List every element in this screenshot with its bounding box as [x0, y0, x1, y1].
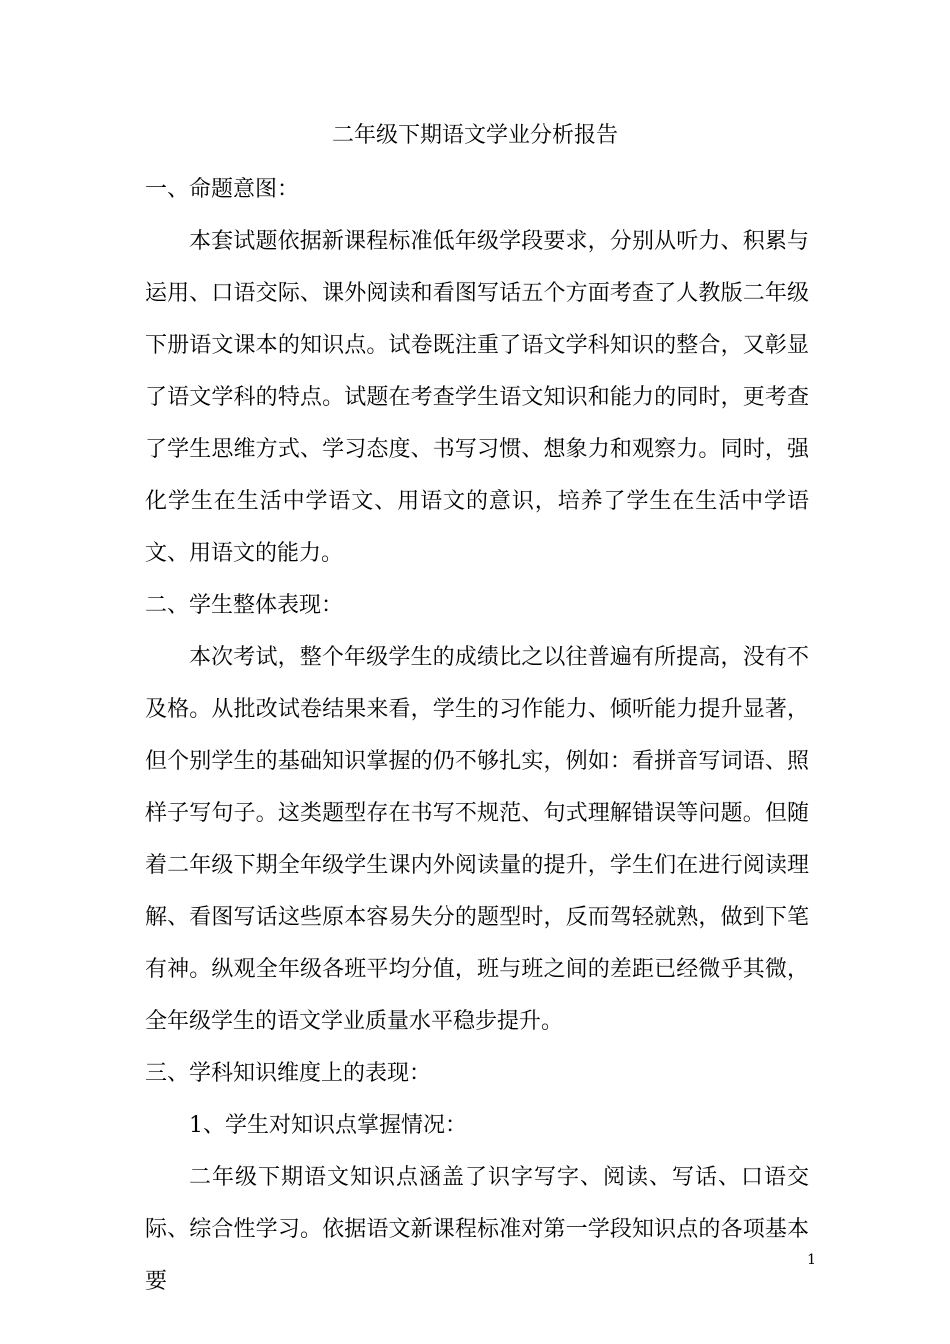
- document-title: 二年级下期语文学业分析报告: [331, 123, 618, 148]
- section-heading-performance: 二、学生整体表现：: [145, 593, 344, 618]
- section-heading-intent: 一、命题意图：: [145, 177, 300, 202]
- paragraph-performance: 本次考试，整个年级学生的成绩比之以往普遍有所提高，没有不及格。从批改试卷结果来看，学生的习作能力、倾听能力提升显著，但个别学生的基础知识掌握的仍不够扎实，例如：看拼音写词语、照样子写句子。这类题型存在书写不规范、句式理解错误等问题。但随着二年级下期全年级学生课内外阅读量的提升，学生们在进行阅读理解、看图写话这些原本容易失分的题型时，反而驾轻就熟，做到下笔有神。纵观全年级各班平均分值，班与班之间的差距已经微乎其微，全年级学生的语文学业质量水平稳步提升。: [145, 645, 809, 1034]
- page-number: 1: [807, 1252, 816, 1268]
- paragraph-intent: 本套试题依据新课程标准低年级学段要求，分别从听力、积累与运用、口语交际、课外阅读和看图写话五个方面考查了人教版二年级下册语文课本的知识点。试卷既注重了语文学科知识的整合，又彰显了语文学科的特点。试题在考查学生语文知识和能力的同时，更考查了学生思维方式、学习态度、书写习惯、想象力和观察力。同时，强化学生在生活中学语文、用语文的意识，培养了学生在生活中学语文、用语文的能力。: [145, 229, 809, 566]
- document-body: [145, 164, 809, 1308]
- paragraph-knowledge: 二年级下期语文知识点涵盖了识字写字、阅读、写话、口语交际、综合性学习。依据语文新课程标准对第一学段知识点的各项基本要: [145, 1165, 809, 1294]
- subheading-knowledge-mastery: 1、学生对知识点掌握情况：: [189, 1113, 467, 1138]
- section-heading-knowledge: 三、学科知识维度上的表现：: [145, 1061, 432, 1086]
